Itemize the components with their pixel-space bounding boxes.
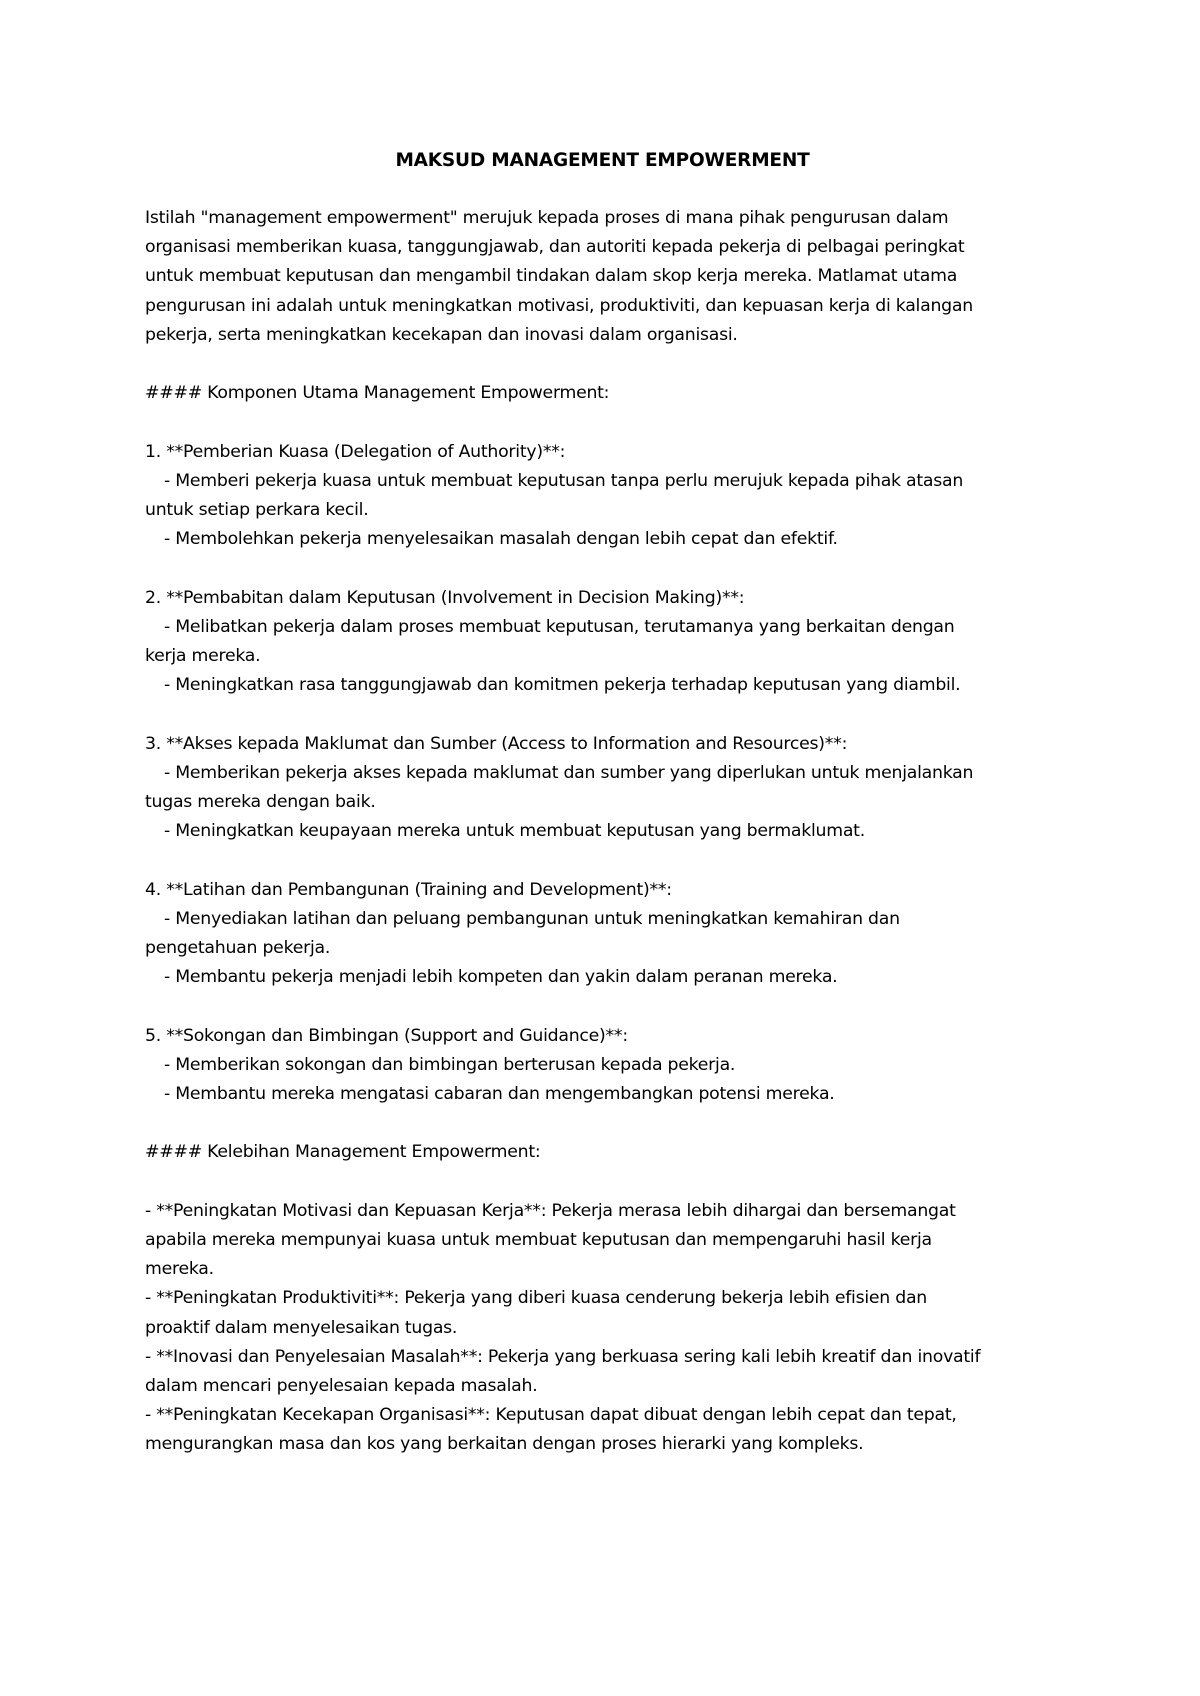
benefit-line: - **Peningkatan Kecekapan Organisasi**: Keputusan dapat dibuat dengan lebih cepat dan tepat,	[145, 1405, 957, 1426]
intro-line: organisasi memberikan kuasa, tanggungjawab, dan autoriti kepada pekerja di pelbagai peringkat	[145, 237, 965, 258]
component-section	[145, 1022, 1060, 1110]
benefit-line: mengurangkan masa dan kos yang berkaitan dengan proses hierarki yang kompleks.	[145, 1434, 864, 1455]
component-point: - Memberi pekerja kuasa untuk membuat keputusan tanpa perlu merujuk kepada pihak atasan	[164, 470, 964, 491]
component-point: - Memberikan pekerja akses kepada maklumat dan sumber yang diperlukan untuk menjalankan	[164, 762, 974, 783]
intro-paragraph	[145, 204, 1060, 350]
component-section	[145, 438, 1060, 555]
component-point: - Memberikan sokongan dan bimbingan berterusan kepada pekerja.	[164, 1054, 736, 1075]
intro-line: Istilah "management empowerment" merujuk kepada proses di mana pihak pengurusan dalam	[145, 208, 949, 228]
benefit-line: apabila mereka mempunyai kuasa untuk membuat keputusan dan mempengaruhi hasil kerja	[145, 1229, 932, 1250]
benefit-line: proaktif dalam menyelesaikan tugas.	[145, 1317, 458, 1338]
components-heading: #### Komponen Utama Management Empowerment:	[145, 383, 610, 404]
spacer	[145, 1168, 1060, 1197]
component-point: - Membantu pekerja menjadi lebih kompeten dan yakin dalam peranan mereka.	[164, 967, 838, 988]
component-point-cont: pengetahuan pekerja.	[145, 938, 331, 958]
component-point: - Melibatkan pekerja dalam proses membuat keputusan, terutamanya yang berkaitan dengan	[164, 616, 955, 637]
component-point: - Menyediakan latihan dan peluang pembangunan untuk meningkatkan kemahiran dan	[164, 908, 900, 929]
intro-line: pekerja, serta meningkatkan kecekapan dan inovasi dalam organisasi.	[145, 324, 738, 345]
benefits-heading: #### Kelebihan Management Empowerment:	[145, 1142, 541, 1163]
document-title: MAKSUD MANAGEMENT EMPOWERMENT	[395, 150, 810, 171]
spacer	[145, 554, 1060, 583]
spacer	[145, 992, 1060, 1021]
component-section	[145, 730, 1060, 847]
spacer	[145, 408, 1060, 437]
benefits-list	[145, 1197, 1060, 1460]
component-point: - Membantu mereka mengatasi cabaran dan mengembangkan potensi mereka.	[164, 1084, 835, 1104]
component-heading: 5. **Sokongan dan Bimbingan (Support and Guidance)**:	[145, 1025, 628, 1046]
intro-line: untuk membuat keputusan dan mengambil tindakan dalam skop kerja mereka. Matlamat utama	[145, 266, 958, 287]
benefit-line: - **Inovasi dan Penyelesaian Masalah**: Pekerja yang berkuasa sering kali lebih kreatif dan inovatif	[145, 1346, 981, 1367]
spacer	[145, 700, 1060, 729]
spacer	[145, 1109, 1060, 1138]
component-heading: 4. **Latihan dan Pembangunan (Training and Development)**:	[145, 879, 672, 900]
intro-line: pengurusan ini adalah untuk meningkatkan motivasi, produktiviti, dan kepuasan kerja di kalangan	[145, 295, 973, 316]
document-page	[145, 146, 1060, 1460]
benefit-line: - **Peningkatan Produktiviti**: Pekerja yang diberi kuasa cenderung bekerja lebih efisien dan	[145, 1288, 927, 1309]
component-point: - Meningkatkan rasa tanggungjawab dan komitmen pekerja terhadap keputusan yang diambil.	[164, 675, 961, 696]
component-point-cont: untuk setiap perkara kecil.	[145, 500, 369, 520]
benefit-line: dalam mencari penyelesaian kepada masalah.	[145, 1376, 538, 1396]
component-point-cont: kerja mereka.	[145, 646, 261, 666]
spacer	[145, 846, 1060, 875]
benefit-line: - **Peningkatan Motivasi dan Kepuasan Kerja**: Pekerja merasa lebih dihargai dan bersemangat	[145, 1200, 956, 1221]
spacer	[145, 350, 1060, 379]
component-heading: 1. **Pemberian Kuasa (Delegation of Authority)**:	[145, 441, 566, 462]
component-point-cont: tugas mereka dengan baik.	[145, 792, 376, 812]
component-section	[145, 584, 1060, 701]
component-heading: 2. **Pembabitan dalam Keputusan (Involvement in Decision Making)**:	[145, 587, 745, 608]
component-point: - Meningkatkan keupayaan mereka untuk membuat keputusan yang bermaklumat.	[164, 821, 865, 842]
component-heading: 3. **Akses kepada Maklumat dan Sumber (Access to Information and Resources)**:	[145, 733, 848, 754]
component-section	[145, 876, 1060, 993]
benefit-line: mereka.	[145, 1259, 214, 1280]
component-point: - Membolehkan pekerja menyelesaikan masalah dengan lebih cepat dan efektif.	[164, 529, 838, 550]
